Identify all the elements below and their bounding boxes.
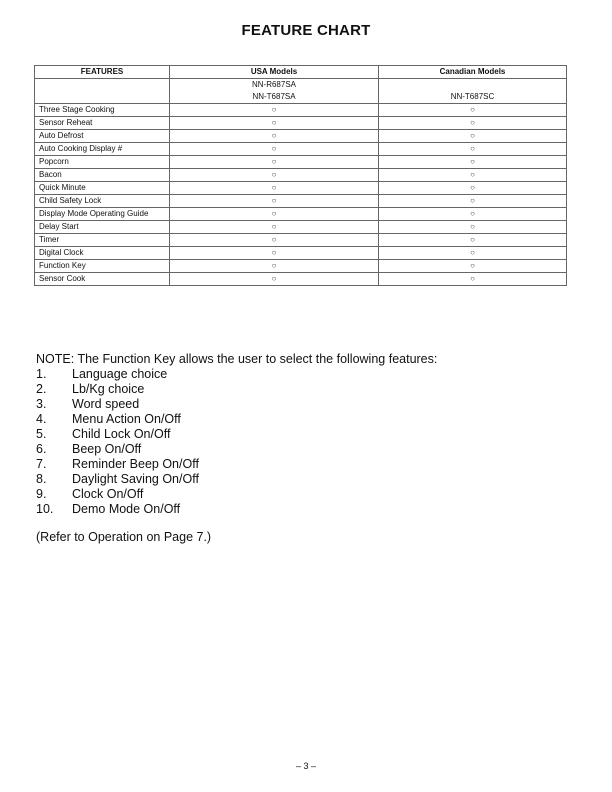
list-item-number: 2. — [36, 382, 47, 396]
usa-availability-mark: ○ — [170, 208, 379, 221]
note-intro: NOTE: The Function Key allows the user to select the following features: — [36, 352, 438, 366]
list-item-number: 5. — [36, 427, 47, 441]
usa-model-1: NN-R687SA — [170, 79, 379, 92]
feature-name: Popcorn — [35, 156, 170, 169]
feature-table — [34, 65, 567, 286]
usa-availability-mark: ○ — [170, 169, 379, 182]
canadian-availability-mark: ○ — [379, 130, 567, 143]
list-item — [36, 472, 576, 487]
usa-availability-mark: ○ — [170, 104, 379, 117]
list-item — [36, 397, 576, 412]
table-row — [35, 247, 567, 260]
table-row — [35, 182, 567, 195]
list-item-number: 1. — [36, 367, 47, 381]
canadian-availability-mark: ○ — [379, 104, 567, 117]
usa-availability-mark: ○ — [170, 247, 379, 260]
canadian-availability-mark: ○ — [379, 273, 567, 286]
list-item-text: Beep On/Off — [72, 442, 142, 456]
usa-availability-mark: ○ — [170, 117, 379, 130]
usa-availability-mark: ○ — [170, 195, 379, 208]
canadian-availability-mark: ○ — [379, 143, 567, 156]
list-item — [36, 487, 576, 502]
feature-name: Timer — [35, 234, 170, 247]
usa-availability-mark: ○ — [170, 182, 379, 195]
list-item — [36, 442, 576, 457]
list-item-text: Menu Action On/Off — [72, 412, 181, 426]
table-header-row — [35, 66, 567, 79]
canadian-availability-mark: ○ — [379, 260, 567, 273]
table-row — [35, 169, 567, 182]
feature-name: Quick Minute — [35, 182, 170, 195]
feature-list — [36, 367, 576, 517]
list-item — [36, 367, 576, 382]
list-item-text: Child Lock On/Off — [72, 427, 171, 441]
canadian-availability-mark: ○ — [379, 221, 567, 234]
table-row — [35, 143, 567, 156]
table-row — [35, 221, 567, 234]
feature-name: Auto Cooking Display # — [35, 143, 170, 156]
list-item-text: Demo Mode On/Off — [72, 502, 181, 516]
feature-name: Auto Defrost — [35, 130, 170, 143]
canadian-availability-mark: ○ — [379, 234, 567, 247]
model-row-empty-cell — [35, 79, 170, 104]
canadian-models-header: Canadian Models — [379, 66, 567, 79]
page-title: FEATURE CHART — [241, 22, 371, 39]
list-item — [36, 412, 576, 427]
list-item-number: 4. — [36, 412, 47, 426]
table-row — [35, 156, 567, 169]
canadian-availability-mark: ○ — [379, 182, 567, 195]
table-row — [35, 104, 567, 117]
list-item — [36, 427, 576, 442]
list-item-text: Clock On/Off — [72, 487, 144, 501]
table-row — [35, 208, 567, 221]
feature-name: Three Stage Cooking — [35, 104, 170, 117]
page-number: – 3 – — [295, 761, 317, 771]
table-row — [35, 195, 567, 208]
feature-name: Digital Clock — [35, 247, 170, 260]
canadian-model-blank — [379, 79, 567, 92]
usa-availability-mark: ○ — [170, 221, 379, 234]
list-item-text: Lb/Kg choice — [72, 382, 145, 396]
canadian-availability-mark: ○ — [379, 117, 567, 130]
feature-name: Bacon — [35, 169, 170, 182]
canadian-availability-mark: ○ — [379, 156, 567, 169]
list-item-number: 10. — [36, 502, 54, 516]
list-item-text: Word speed — [72, 397, 140, 411]
usa-availability-mark: ○ — [170, 273, 379, 286]
feature-name: Display Mode Operating Guide — [35, 208, 170, 221]
table-row — [35, 273, 567, 286]
list-item — [36, 502, 576, 517]
usa-availability-mark: ○ — [170, 260, 379, 273]
usa-availability-mark: ○ — [170, 143, 379, 156]
function-key-note — [36, 352, 576, 517]
canadian-availability-mark: ○ — [379, 208, 567, 221]
usa-availability-mark: ○ — [170, 234, 379, 247]
feature-name: Sensor Cook — [35, 273, 170, 286]
canadian-availability-mark: ○ — [379, 247, 567, 260]
list-item-text: Language choice — [72, 367, 168, 381]
feature-name: Sensor Reheat — [35, 117, 170, 130]
list-item-text: Reminder Beep On/Off — [72, 457, 199, 471]
list-item — [36, 382, 576, 397]
table-row — [35, 234, 567, 247]
usa-model-2: NN-T687SA — [170, 91, 379, 104]
list-item-number: 7. — [36, 457, 47, 471]
feature-name: Function Key — [35, 260, 170, 273]
feature-name: Child Safety Lock — [35, 195, 170, 208]
feature-name: Delay Start — [35, 221, 170, 234]
list-item — [36, 457, 576, 472]
usa-availability-mark: ○ — [170, 156, 379, 169]
model-row — [35, 79, 567, 92]
table-row — [35, 260, 567, 273]
canadian-availability-mark: ○ — [379, 169, 567, 182]
canadian-model: NN-T687SC — [379, 91, 567, 104]
features-header: FEATURES — [35, 66, 170, 79]
list-item-number: 3. — [36, 397, 47, 411]
canadian-availability-mark: ○ — [379, 195, 567, 208]
list-item-number: 6. — [36, 442, 47, 456]
list-item-text: Daylight Saving On/Off — [72, 472, 199, 486]
table-row — [35, 130, 567, 143]
list-item-number: 8. — [36, 472, 47, 486]
table-row — [35, 117, 567, 130]
refer-text: (Refer to Operation on Page 7.) — [36, 530, 212, 544]
usa-models-header: USA Models — [170, 66, 379, 79]
list-item-number: 9. — [36, 487, 47, 501]
usa-availability-mark: ○ — [170, 130, 379, 143]
